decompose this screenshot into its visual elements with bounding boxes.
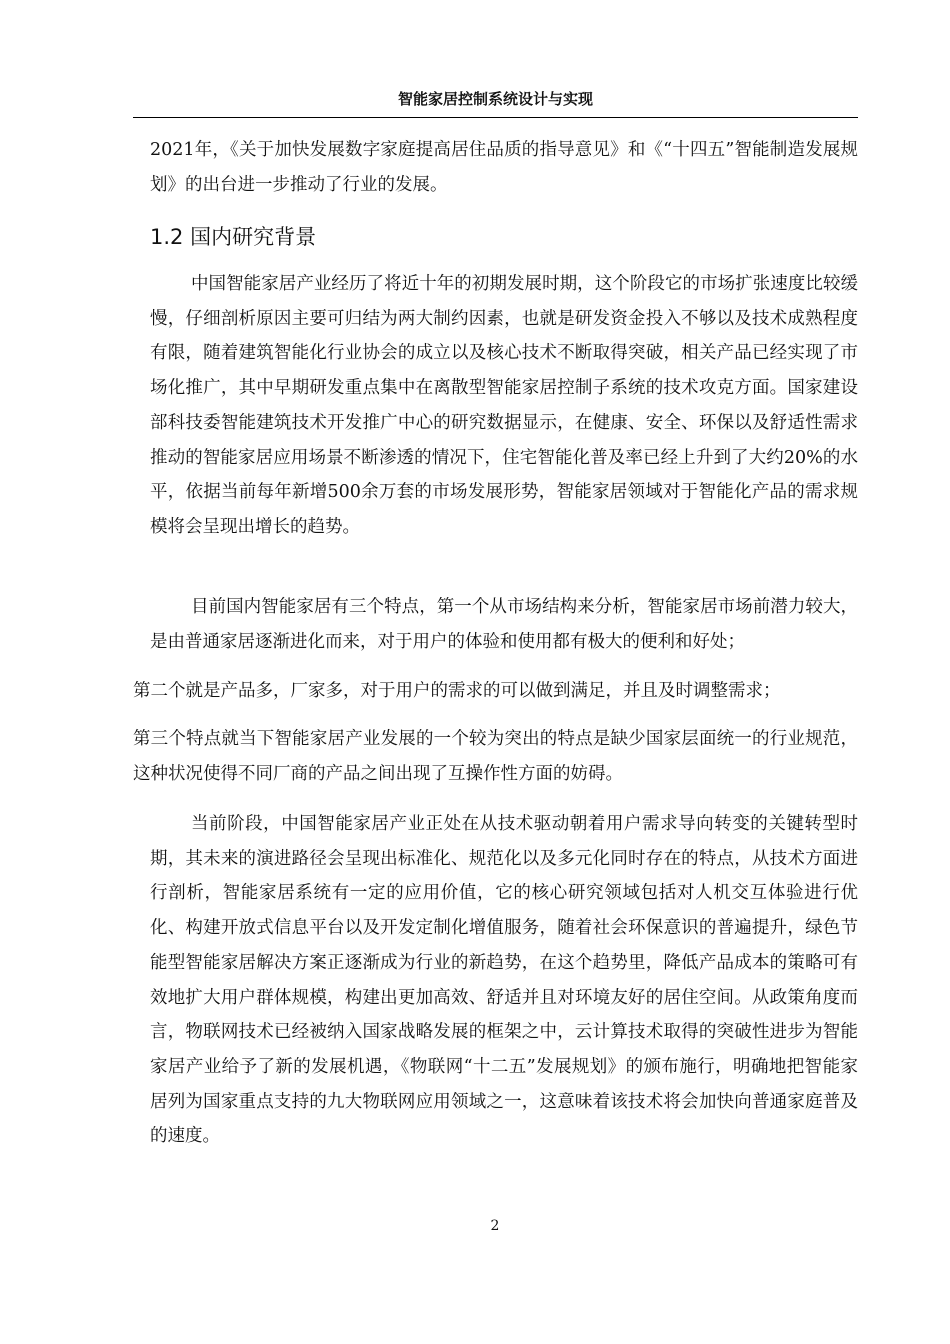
running-header-title: 智能家居控制系统设计与实现: [397, 90, 593, 108]
header-divider: [133, 117, 858, 118]
paragraph-feature-two: 第二个就是产品多，厂家多，对于用户的需求的可以做到满足，并且及时调整需求；: [133, 681, 781, 701]
page-number: 2: [490, 1218, 500, 1234]
section-heading: 1.2 国内研究背景: [150, 225, 317, 249]
paragraph-continuation: 2021年，《关于加快发展数字家庭提高居住品质的指导意见》和《“十四五”智能制造发展规划》的出台进一步推动了行业的发展。: [150, 140, 858, 195]
paragraph-feature-three: 第三个特点就当下智能家居产业发展的一个较为突出的特点是缺少国家层面统一的行业规范，这种状况使得不同厂商的产品之间出现了互操作性方面的妨碍。: [133, 729, 858, 784]
paragraph-current-stage: 当前阶段，中国智能家居产业正处在从技术驱动朝着用户需求导向转变的关键转型时期，其未来的演进路径会呈现出标准化、规范化以及多元化同时存在的特点，从技术方面进行剖析，智能家居系统有一定的应用价值，它的核心研究领域包括对人机交互体验进行优化、构建开放式信息平台以及开发定制化增值服务，随着社会环保意识的普遍提升，绿色节能型智能家居解决方案正逐渐成为行业的新趋势，在这个趋势里，降低产品成本的策略可有效地扩大用户群体规模，构建出更加高效、舒适并且对环境友好的居住空间。从政策角度而言，物联网技术已经被纳入国家战略发展的框架之中，云计算技术取得的突破性进步为智能家居产业给予了新的发展机遇，《物联网“十二五”发展规划》的颁布施行，明确地把智能家居列为国家重点支持的九大物联网应用领域之一，这意味着该技术将会加快向普通家庭普及的速度。: [150, 814, 858, 1147]
paragraph-features-intro: 目前国内智能家居有三个特点，第一个从市场结构来分析，智能家居市场前潜力较大，是由普通家居逐渐进化而来，对于用户的体验和使用都有极大的便利和好处；: [150, 597, 858, 652]
paragraph-industry-history: 中国智能家居产业经历了将近十年的初期发展时期，这个阶段它的市场扩张速度比较缓慢，仔细剖析原因主要可归结为两大制约因素，也就是研发资金投入不够以及技术成熟程度有限，随着建筑智能化行业协会的成立以及核心技术不断取得突破，相关产品已经实现了市场化推广，其中早期研发重点集中在离散型智能家居控制子系统的技术攻克方面。国家建设部科技委智能建筑技术开发推广中心的研究数据显示，在健康、安全、环保以及舒适性需求推动的智能家居应用场景不断渗透的情况下，住宅智能化普及率已经上升到了大约20%的水平，依据当前每年新增500余万套的市场发展形势，智能家居领域对于智能化产品的需求规模将会呈现出增长的趋势。: [150, 274, 858, 537]
